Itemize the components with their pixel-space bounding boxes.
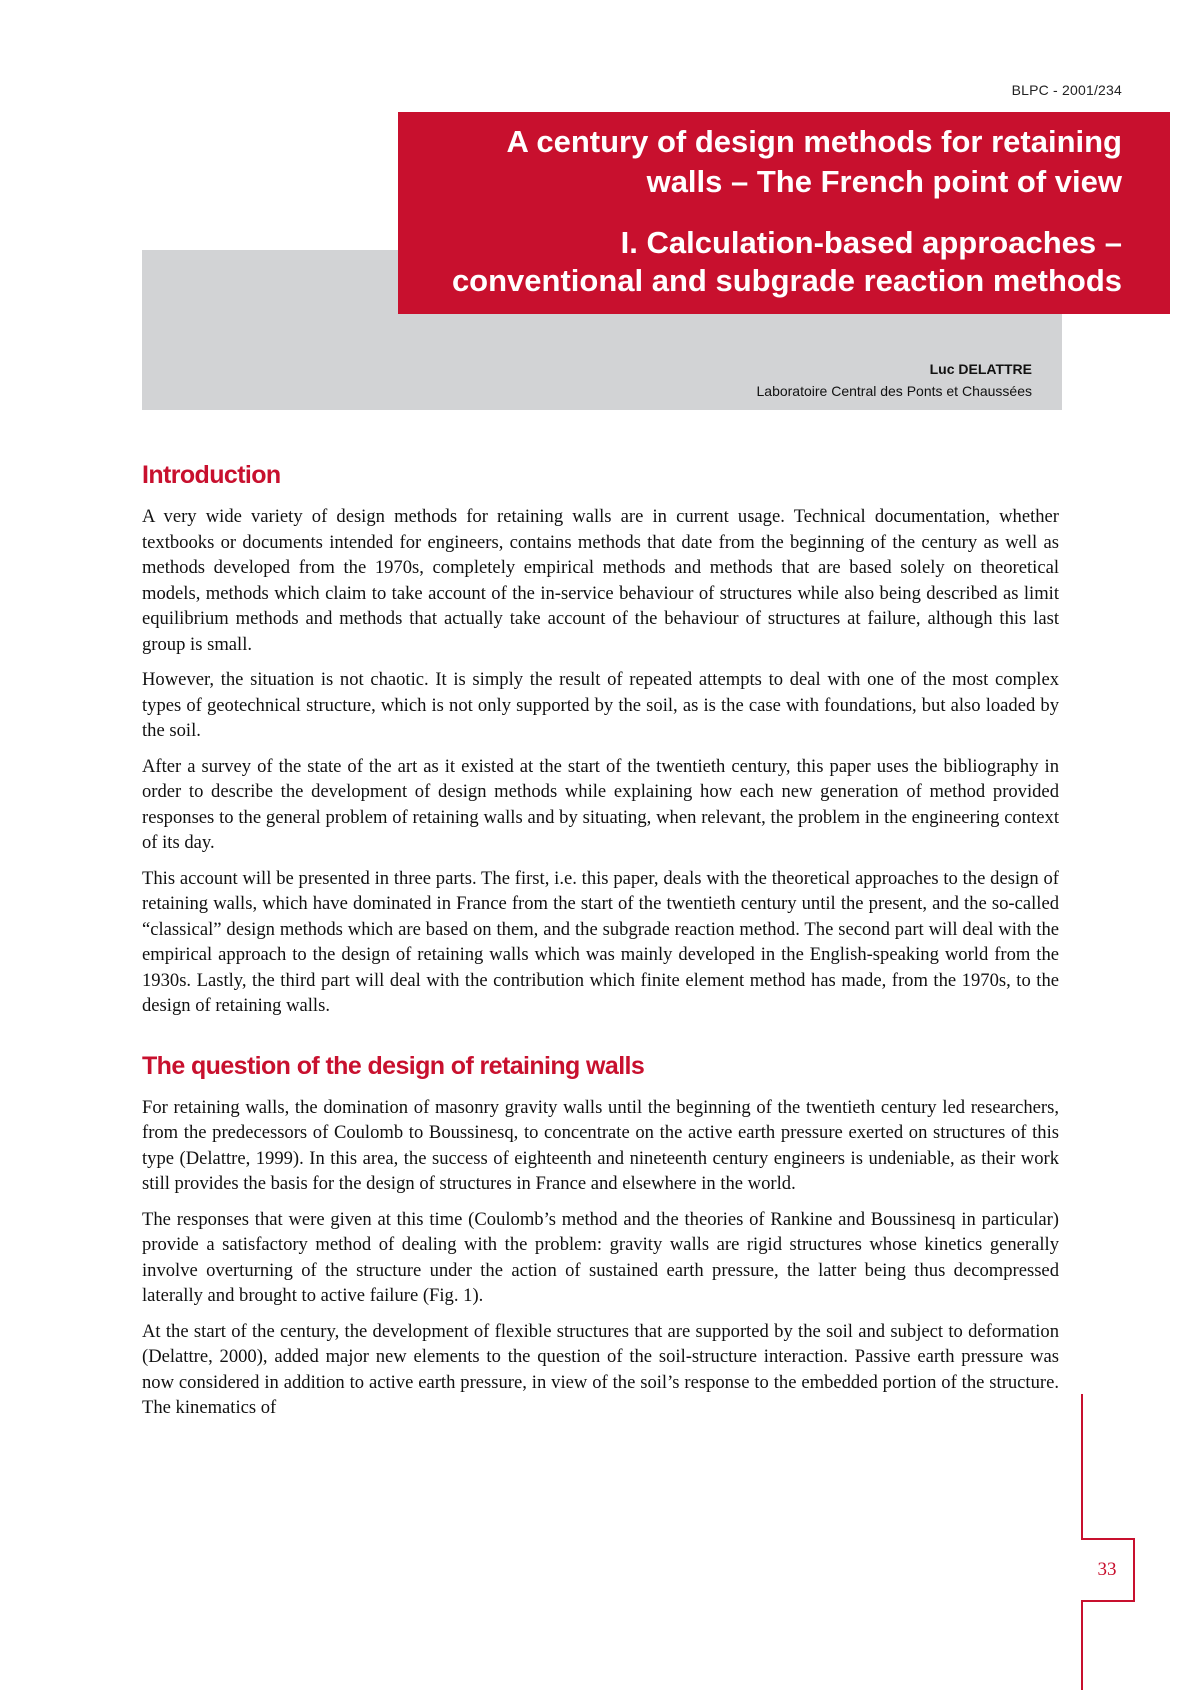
section-design-question bbox=[142, 1049, 1059, 1421]
paragraph: This account will be presented in three parts. The first, i.e. this paper, deals with the theoretical approaches to the design of retaining walls, which have dominated in France from the start of the twentieth century until the present, and the so-called “classical” design methods which are based on them, and the subgrade reaction method. The second part will deal with the empirical approach to the design of retaining walls which was mainly developed in the English-speaking world from the 1930s. Lastly, the third part will deal with the contribution which finite element method has made, from the 1970s, to the design of retaining walls. bbox=[142, 867, 1059, 1016]
section-introduction bbox=[142, 458, 1059, 1019]
main-title-line-1: A century of design methods for retaining bbox=[506, 124, 1122, 159]
page-number: 33 bbox=[1081, 1538, 1135, 1602]
subtitle-line-1: I. Calculation-based approaches – bbox=[620, 225, 1122, 260]
author-block bbox=[757, 358, 1033, 402]
section-heading: The question of the design of retaining walls bbox=[142, 1051, 645, 1080]
paragraph: The responses that were given at this time (Coulomb’s method and the theories of Rankine and Boussinesq in particular) provide a satisfactory method of dealing with the problem: gravity walls are rigid structures whose kinetics generally involve overturning of the structure under the action of sustained earth pressure, the latter being thus decompressed laterally and brought to active failure (Fig. 1). bbox=[142, 1208, 1059, 1306]
main-title-line-2: walls – The French point of view bbox=[646, 164, 1122, 199]
subtitle-line-2: conventional and subgrade reaction methods bbox=[451, 263, 1122, 298]
main-title bbox=[398, 122, 1122, 202]
paragraph: At the start of the century, the development of flexible structures that are supported by the soil and subject to deformation (Delattre, 2000), added major new elements to the question of the soil-structure interaction. Passive earth pressure was now considered in addition to active earth pressure, in view of the soil’s response to the embedded portion of the structure. The kinematics of bbox=[142, 1320, 1059, 1418]
subtitle bbox=[398, 224, 1122, 300]
paragraph: For retaining walls, the domination of masonry gravity walls until the beginning of the twentieth century led researchers, from the predecessors of Coulomb to Boussinesq, to concentrate on the active earth pressure exerted on structures of this type (Delattre, 1999). In this area, the success of eighteenth and nineteenth century engineers is undeniable, as their work still provides the basis for the design of structures in France and elsewhere in the world. bbox=[142, 1096, 1059, 1194]
journal-reference: BLPC - 2001/234 bbox=[1011, 82, 1122, 98]
paragraph: A very wide variety of design methods for retaining walls are in current usage. Technical documentation, whether textbooks or documents intended for engineers, contains methods that date from the beginning of the century as well as methods developed from the 1970s, completely empirical methods and methods that are based solely on theoretical models, methods which claim to take account of the in-service behaviour of structures while also being described as limit equilibrium methods and methods that actually take account of the behaviour of structures at failure, although this last group is small. bbox=[142, 506, 1059, 655]
author-name: Luc DELATTRE bbox=[929, 361, 1032, 377]
author-affiliation: Laboratoire Central des Ponts et Chaussées bbox=[756, 383, 1032, 399]
paragraph: After a survey of the state of the art as it existed at the start of the twentieth century, this paper uses the bibliography in order to describe the development of design methods while explaining how each new generation of method provided responses to the general problem of retaining walls and by situating, when relevant, the problem in the engineering context of its day. bbox=[142, 755, 1059, 853]
paragraph: However, the situation is not chaotic. It is simply the result of repeated attempts to deal with one of the most complex types of geotechnical structure, which is not only supported by the soil, as is the case with foundations, but also loaded by the soil. bbox=[142, 669, 1059, 741]
section-heading: Introduction bbox=[142, 461, 281, 489]
article-body bbox=[142, 458, 1059, 1431]
title-banner bbox=[398, 112, 1170, 314]
